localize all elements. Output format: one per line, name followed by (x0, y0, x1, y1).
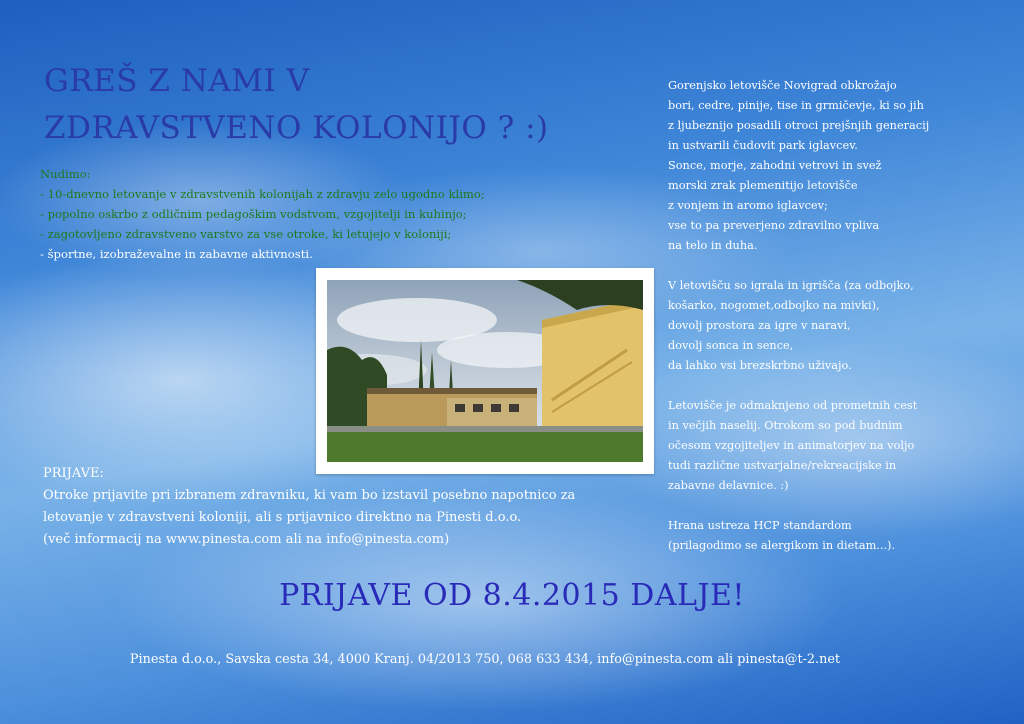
contact-footer: Pinesta d.o.o., Savska cesta 34, 4000 Kranj. 04/2013 750, 068 633 434, info@pinesta.com ali pinesta@t-2.net (129, 652, 841, 667)
offer-heading: Nudimo: (40, 167, 91, 181)
description-line: očesom vzgojiteljev in animatorjev na voljo (668, 439, 915, 452)
registration-line: (več informacij na www.pinesta.com ali na info@pinesta.com) (43, 532, 450, 547)
registration-line: letovanje v zdravstveni koloniji, ali s prijavnico direktno na Pinesti d.o.o. (43, 510, 522, 525)
description-line: dovolj prostora za igre v naravi, (668, 319, 851, 332)
offer-list (40, 164, 600, 264)
resort-photo (316, 268, 654, 474)
registration-info (43, 463, 623, 551)
offer-item: - športne, izobraževalne in zabavne aktivnosti. (40, 247, 313, 261)
description-line: košarko, nogomet,odbojko na mivki), (668, 299, 880, 312)
description-line: in ustvarili čudovit park iglavcev. (668, 139, 858, 152)
title-line-2: ZDRAVSTVENO KOLONIJO ? :) (44, 110, 549, 146)
registration-line: Otroke prijavite pri izbranem zdravniku, ki vam bo izstavil posebno napotnico za (43, 488, 576, 503)
description-column (668, 56, 1008, 576)
description-line: Gorenjsko letovišče Novigrad obkrožajo (668, 79, 897, 92)
description-line: vse to pa preverjeno zdravilno vpliva (668, 219, 880, 232)
description-line: Letovišče je odmaknjeno od prometnih cest (668, 399, 918, 412)
description-line: bori, cedre, pinije, tise in grmičevje, ki so jih (668, 99, 924, 112)
offer-item: - 10-dnevno letovanje v zdravstvenih kolonijah z zdravju zelo ugodno klimo; (40, 187, 485, 201)
page-title (44, 58, 549, 152)
description-line: tudi različne ustvarjalne/rekreacijske in (668, 459, 897, 472)
description-line: in večjih naselij. Otrokom so pod budnim (668, 419, 903, 432)
resort-building-image (327, 280, 643, 462)
description-line: da lahko vsi brezskrbno uživajo. (668, 359, 852, 372)
description-line: z ljubeznijo posadili otroci prejšnjih generacij (668, 119, 930, 132)
description-line: Hrana ustreza HCP standardom (668, 519, 852, 532)
description-line: (prilagodimo se alergikom in dietam...). (668, 539, 896, 552)
description-line: dovolj sonca in sence, (668, 339, 794, 352)
description-line: V letovišču so igrala in igrišča (za odbojko, (668, 279, 914, 292)
offer-item: - popolno oskrbo z odličnim pedagoškim vodstvom, vzgojitelji in kuhinjo; (40, 207, 467, 221)
description-line: na telo in duha. (668, 239, 758, 252)
title-line-1: GREŠ Z NAMI V (44, 63, 310, 99)
registration-date-banner: PRIJAVE OD 8.4.2015 DALJE! (279, 578, 745, 613)
description-line: zabavne delavnice. :) (668, 479, 789, 492)
description-line: morski zrak plemenitijo letovišče (668, 179, 858, 192)
registration-heading: PRIJAVE: (43, 466, 104, 481)
offer-item: - zagotovljeno zdravstveno varstvo za vse otroke, ki letujejo v koloniji; (40, 227, 452, 241)
description-line: Sonce, morje, zahodni vetrovi in svež (668, 159, 882, 172)
description-line: z vonjem in aromo iglavcev; (668, 199, 828, 212)
